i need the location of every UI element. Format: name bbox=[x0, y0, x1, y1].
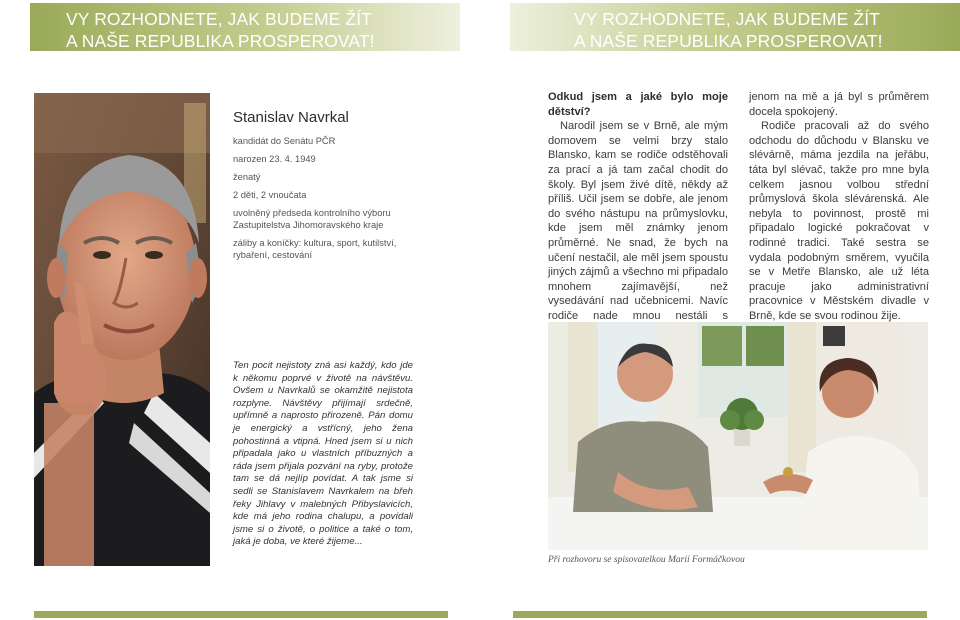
article-paragraph: Narodil jsem se v Brně, ale mým domovem se velmi brzy stalo Blansko, kam se rodiče odstěhovali za prací a já tam začal chodit do školy. Byl jsem živé dítě, někdy až příliš. Učil jsem se dobře, ale jenom do svého nástupu na průmyslovku, kde jsem měl známky jenom průměrné. Ne snad, že bych na učení nestačil, ale měl jsem spoustu jiných zájmů a všechno mi připadalo mnohem zajímavější, než vysedávání nad učebnicemi. Navíc rodiče nade mnou nestáli s bbox=[548, 120, 728, 322]
article-column-1 bbox=[548, 90, 728, 338]
banner-right-line2: A NAŠE REPUBLIKA PROSPEROVAT! bbox=[574, 31, 883, 51]
banner-left-title bbox=[66, 8, 375, 52]
banner-right-title bbox=[574, 8, 883, 52]
footer-bar-right bbox=[513, 611, 927, 618]
article-paragraph: jenom na mě a já byl s průměrem docela spokojený. bbox=[749, 91, 929, 118]
intro-quote: Ten pocit nejistoty zná asi každý, kdo jde k někomu poprvé v životě na návštěvu. Ovšem u Navrkalů se okamžitě nejistota rozplyne. Návštěvy přijímají srdečně, upřímně a naprosto přirozeně. Pán domu je energický a vstřícný, jeho žena pohostinná a vtipná. Hned jsem si u nich připadala jako u vlastních příbuzných a ráda jsem přijala pozvání na ryby, protože tam se dá nejlíp povídat. A tak jsme si sedli se Stanislavem Navrkalem na břeh řeky Jihlavy v malebných Přibyslavicích, kde má jeho rodina chalupu, a povídali jsme si o životě, o politice a také o tom, jaká je doba, ve které žijeme... bbox=[233, 360, 413, 548]
bio-line: kandidát do Senátu PČR bbox=[233, 136, 336, 146]
banner-left-line2: A NAŠE REPUBLIKA PROSPEROVAT! bbox=[66, 31, 375, 51]
article-column-2 bbox=[749, 90, 929, 324]
banner-right-line1: VY ROZHODNETE, JAK BUDEME ŽÍT bbox=[574, 9, 880, 29]
interview-illustration bbox=[548, 322, 928, 550]
candidate-name: Stanislav Navrkal bbox=[233, 109, 349, 126]
banner-left-line1: VY ROZHODNETE, JAK BUDEME ŽÍT bbox=[66, 9, 372, 29]
bio-line: uvolněný předseda kontrolního výboru Zastupitelstva Jihomoravského kraje bbox=[233, 208, 391, 230]
footer-bar-left bbox=[34, 611, 448, 618]
banner-left bbox=[30, 3, 460, 51]
candidate-bio bbox=[233, 109, 413, 267]
photo-caption: Při rozhovoru se spisovatelkou Marií Formáčkovou bbox=[548, 555, 745, 565]
bio-line: 2 děti, 2 vnoučata bbox=[233, 190, 307, 200]
article-heading: Odkud jsem a jaké bylo moje dětství? bbox=[548, 91, 728, 118]
portrait-photo bbox=[34, 93, 210, 566]
bio-line: narozen 23. 4. 1949 bbox=[233, 154, 316, 164]
portrait-illustration bbox=[34, 93, 210, 566]
bio-line: ženatý bbox=[233, 172, 261, 182]
banner-right bbox=[510, 3, 960, 51]
interview-photo bbox=[548, 322, 928, 550]
bio-line: záliby a koníčky: kultura, sport, kutilství, rybaření, cestování bbox=[233, 238, 397, 260]
article-paragraph: Rodiče pracovali až do svého odchodu do důchodu v Blansku ve slévárně, máma jezdila na jeřábu, táta byl slévač, takže pro mne byla celkem jasnou volbou střední průmyslová škola slévárenská. Ale nebyla to povinnost, prostě mi připadalo logické pokračovat v rodinné tradici. Také sestra se vydala podobným směrem, vyučila se v Metře Blansko, ale už léta pracuje jako administrativní pracovnice v Městském divadle v Brně, kde se svou rodinou žije. bbox=[749, 120, 929, 322]
